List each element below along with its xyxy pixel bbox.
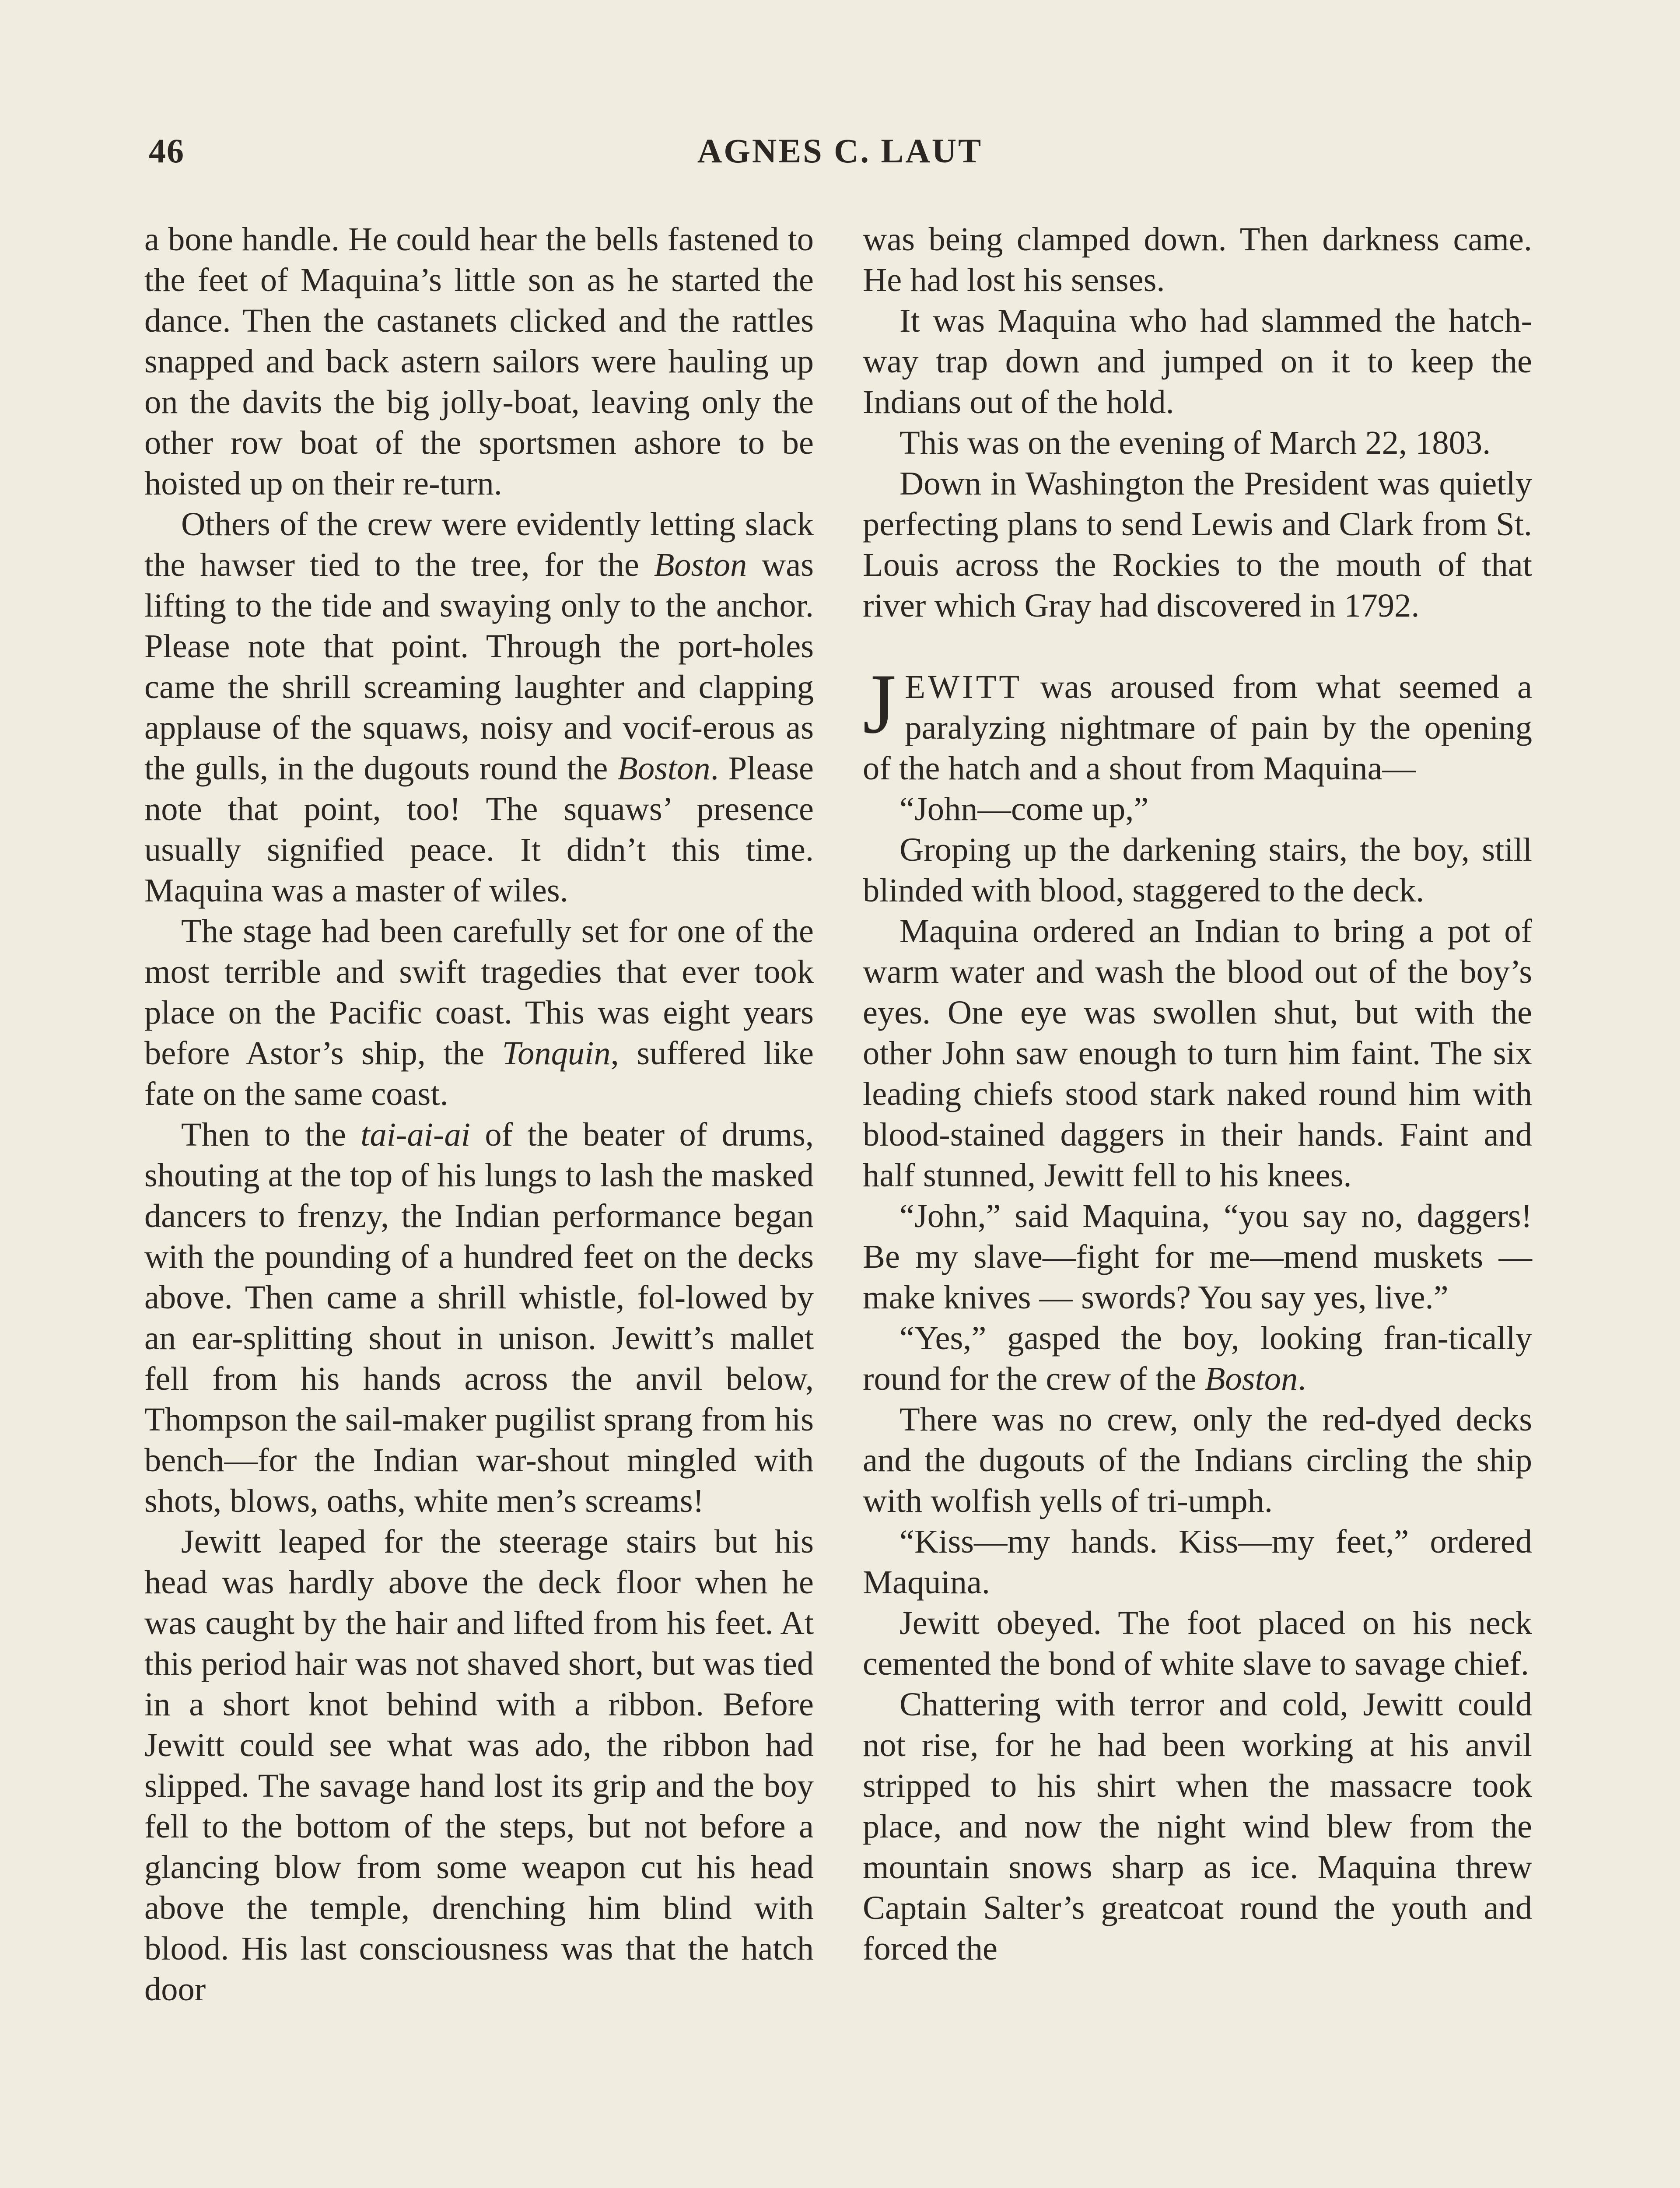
- text-run: was aroused from what seemed a paralyzing nightmare of pain by the opening of the hatch and a shout from Maquina—: [863, 668, 1532, 787]
- text-run: Maquina ordered an Indian to bring a pot of warm water and wash the blood out of the boy’s eyes. One eye was swollen shut, but with the other John saw enough to turn him faint. The six leading chiefs stood stark naked round him with blood-stained daggers in their hands. Faint and half stunned, Jewitt fell to his knees.: [863, 912, 1532, 1194]
- paragraph: [144, 219, 814, 504]
- text-run: , suffered like fate on the same coast.: [144, 1034, 814, 1112]
- text-run: There was no crew, only the red-dyed decks and the dugouts of the Indians circling the ship with wolfish yells of tri-umph.: [863, 1401, 1532, 1519]
- text-run: of the beater of drums, shouting at the top of his lungs to lash the masked dancers to frenzy, the Indian performance began with the pounding of a hundred feet on the decks above. Then came a shrill whistle, fol-lowed by an ear-splitting shout in unison. Jewitt’s mallet fell from his hands across the anvil below, Thompson the sail-maker pugilist sprang from his bench—for the Indian war-shout mingled with shots, blows, oaths, white men’s screams!: [144, 1116, 814, 1519]
- text-run: “John—come up,”: [900, 790, 1149, 828]
- italic-text: tai-ai-ai: [360, 1116, 470, 1153]
- italic-text: Boston: [617, 750, 710, 787]
- text-run: This was on the evening of March 22, 1803.: [900, 424, 1491, 461]
- text-run: Jewitt leaped for the steerage stairs but his head was hardly above the deck floor when he was caught by the hair and lifted from his feet. At this period hair was not shaved short, but was tied in a short knot behind with a ribbon. Before Jewitt could see what was ado, the ribbon had slipped. The savage hand lost its grip and the boy fell to the bottom of the steps, but not before a glancing blow from some weapon cut his head above the temple, drenching him blind with blood. His last consciousness was that the hatch door: [144, 1523, 814, 2008]
- text-run: Jewitt obeyed. The foot placed on his neck cemented the bond of white slave to savage chief.: [863, 1604, 1532, 1682]
- text-run: Down in Washington the President was quietly perfecting plans to send Lewis and Clark from St. Louis across the Rockies to the mouth of that river which Gray had discovered in 1792.: [863, 465, 1532, 624]
- text-run: “Kiss—my hands. Kiss—my feet,” ordered Maquina.: [863, 1523, 1532, 1601]
- text-run: The stage had been carefully set for one of the most terrible and swift tragedies that ever took place on the Pacific coast. This was eight years before Astor’s ship, the: [144, 912, 814, 1072]
- text-run: a bone handle. He could hear the bells fastened to the feet of Maquina’s little son as he started the dance. Then the castanets clicked and the rattles snapped and back astern sailors were hauling up on the davits the big jolly-boat, leaving only the other row boat of the sportsmen ashore to be hoisted up on their re-turn.: [144, 221, 814, 502]
- paragraph: [144, 1114, 814, 1521]
- text-run: Groping up the darkening stairs, the boy, still blinded with blood, staggered to the deck.: [863, 831, 1532, 909]
- paragraph: [863, 1602, 1532, 1684]
- text-run: “John,” said Maquina, “you say no, daggers! Be my slave—fight for me—mend muskets — make knives — swords? You say yes, live.”: [863, 1197, 1532, 1316]
- paragraph: [863, 1196, 1532, 1318]
- paragraph: [144, 504, 814, 911]
- paragraph: [863, 829, 1532, 911]
- right-column: [863, 219, 1532, 1969]
- section-break: [863, 626, 1532, 666]
- page-number: 46: [149, 132, 185, 170]
- paragraph: [863, 463, 1532, 626]
- left-column: [144, 219, 814, 2009]
- paragraph: [863, 219, 1532, 300]
- text-run: .: [1298, 1360, 1306, 1397]
- italic-text: Tonquin: [502, 1034, 611, 1072]
- small-caps-lead: EWITT: [905, 668, 1022, 705]
- paragraph: [144, 911, 814, 1114]
- paragraph: [863, 789, 1532, 829]
- text-run: Others of the crew were evidently letting slack the hawser tied to the tree, for the: [144, 505, 814, 583]
- italic-text: Boston: [1204, 1360, 1298, 1397]
- running-head-title: AGNES C. LAUT: [697, 132, 983, 170]
- paragraph: [863, 1399, 1532, 1521]
- paragraph: [863, 1521, 1532, 1602]
- italic-text: Boston: [654, 546, 747, 583]
- paragraph: [863, 422, 1532, 463]
- text-run: Then to the: [181, 1116, 361, 1153]
- drop-cap: J: [863, 656, 896, 751]
- paragraph: [863, 300, 1532, 422]
- text-run: was lifting to the tide and swaying only to the anchor. Please note that point. Through the port-holes came the shrill screaming laughter and clapping applause of the squaws, noisy and vocif-erous as the gulls, in the dugouts round the: [144, 546, 814, 787]
- paragraph: [863, 1318, 1532, 1399]
- text-run: . Please note that point, too! The squaws’ presence usually signified peace. It didn’t this time. Maquina was a master of wiles.: [144, 750, 814, 909]
- paragraph: [863, 1684, 1532, 1969]
- text-run: Chattering with terror and cold, Jewitt could not rise, for he had been working at his anvil stripped to his shirt when the massacre took place, and now the night wind blew from the mountain snows sharp as ice. Maquina threw Captain Salter’s greatcoat round the youth and forced the: [863, 1686, 1532, 1967]
- running-head: [149, 131, 1531, 179]
- paragraph: [863, 911, 1532, 1196]
- text-run: “Yes,” gasped the boy, looking fran-tically round for the crew of the: [863, 1319, 1532, 1397]
- paragraph: [144, 1521, 814, 2009]
- text-run: was being clamped down. Then darkness came. He had lost his senses.: [863, 221, 1532, 298]
- text-run: It was Maquina who had slammed the hatch-way trap down and jumped on it to keep the Indians out of the hold.: [863, 302, 1532, 421]
- section-opening-paragraph: [863, 656, 1532, 789]
